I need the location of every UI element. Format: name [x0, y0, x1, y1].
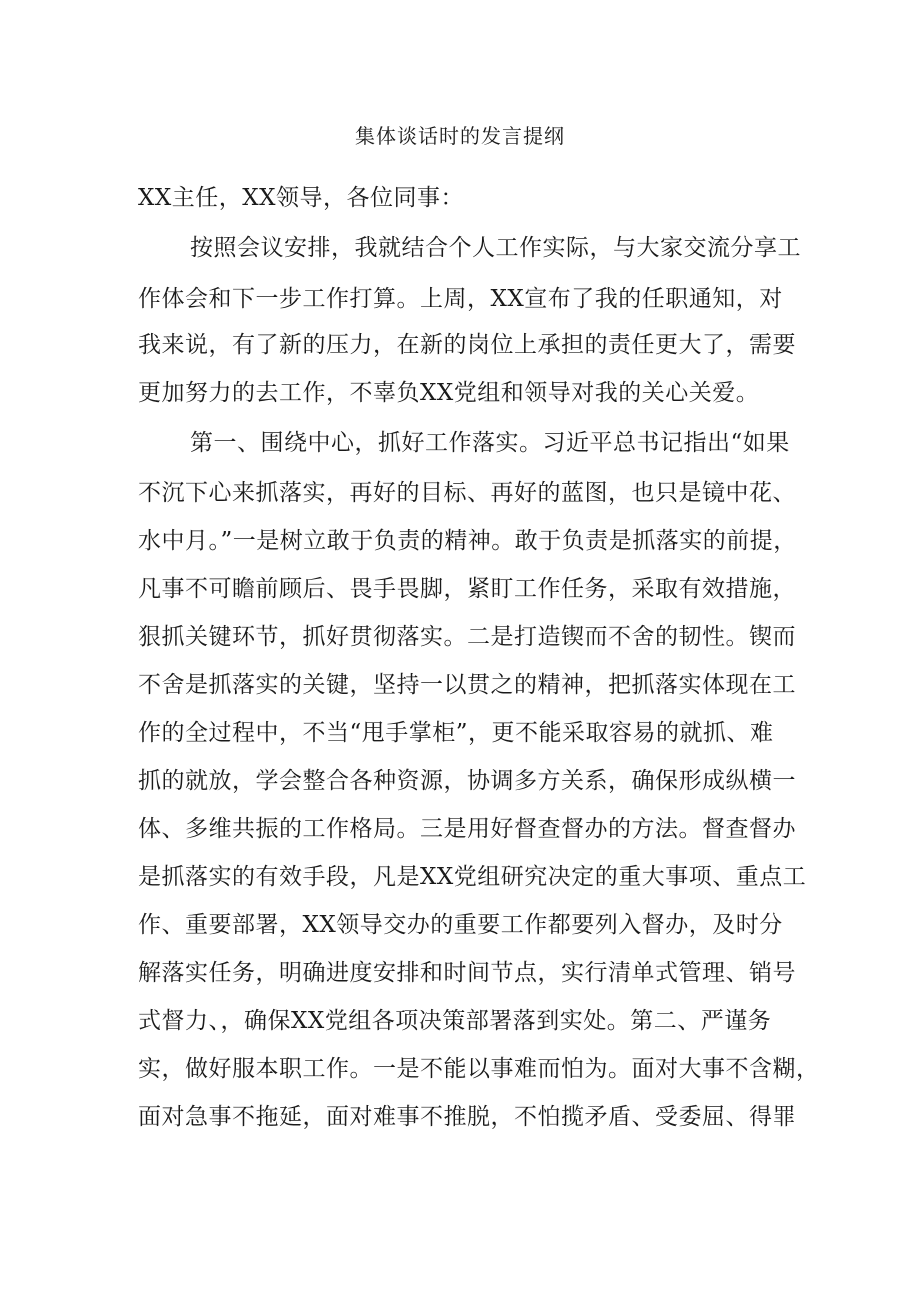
paragraph2-line-1: 第一、围绕中心，抓好工作落实。习近平总书记指出“如果	[190, 430, 790, 456]
paragraph2-line-2: 不沉下心来抓落实，再好的目标、再好的蓝图，也只是镜中花、	[138, 480, 796, 506]
paragraph2-line-14: 实，做好服本职工作。一是不能以事难而怕为。面对大事不含糊，	[138, 1056, 820, 1082]
paragraph2-line-4: 凡事不可瞻前顾后、畏手畏脚，紧盯工作任务，采取有效措施，	[138, 576, 796, 602]
paragraph2-line-7: 作的全过程中，不当“甩手掌柜”，更不能采取容易的就抓、难	[138, 720, 774, 746]
paragraph1-line-3: 我来说，有了新的压力，在新的岗位上承担的责任更大了，需要	[138, 332, 796, 358]
paragraph1-line-4: 更加努力的去工作，不辜负XX党组和领导对我的关心关爱。	[138, 380, 760, 406]
paragraph2-line-5: 狠抓关键环节，抓好贯彻落实。二是打造锲而不舍的韧性。锲而	[138, 624, 796, 650]
paragraph2-line-15: 面对急事不拖延，面对难事不推脱，不怕揽矛盾、受委屈、得罪	[138, 1104, 796, 1130]
paragraph2-line-3: 水中月。”一是树立敢于负责的精神。敢于负责是抓落实的前提，	[138, 528, 797, 554]
paragraph2-line-11: 作、重要部署，XX领导交办的重要工作都要列入督办，及时分	[138, 912, 783, 938]
document-title: 集体谈话时的发言提纲	[355, 124, 565, 148]
paragraph1-line-1: 按照会议安排，我就结合个人工作实际，与大家交流分享工	[190, 235, 801, 261]
paragraph2-line-9: 体、多维共振的工作格局。三是用好督查督办的方法。督查督办	[138, 816, 796, 842]
paragraph2-line-12: 解落实任务，明确进度安排和时间节点，实行清单式管理、销号	[138, 960, 796, 986]
paragraph2-line-10: 是抓落实的有效手段，凡是XX党组研究决定的重大事项、重点工	[138, 864, 807, 890]
paragraph2-line-8: 抓的就放，学会整合各种资源，协调多方关系，确保形成纵横一	[138, 768, 796, 794]
salutation: XX主任，XX领导，各位同事：	[138, 185, 464, 211]
paragraph2-line-6: 不舍是抓落实的关键，坚持一以贯之的精神，把抓落实体现在工	[138, 672, 796, 698]
paragraph1-line-2: 作体会和下一步工作打算。上周，XX宣布了我的任职通知，对	[138, 286, 783, 312]
paragraph2-line-13: 式督力、，确保XX党组各项决策部署落到实处。第二、严谨务	[138, 1008, 772, 1034]
